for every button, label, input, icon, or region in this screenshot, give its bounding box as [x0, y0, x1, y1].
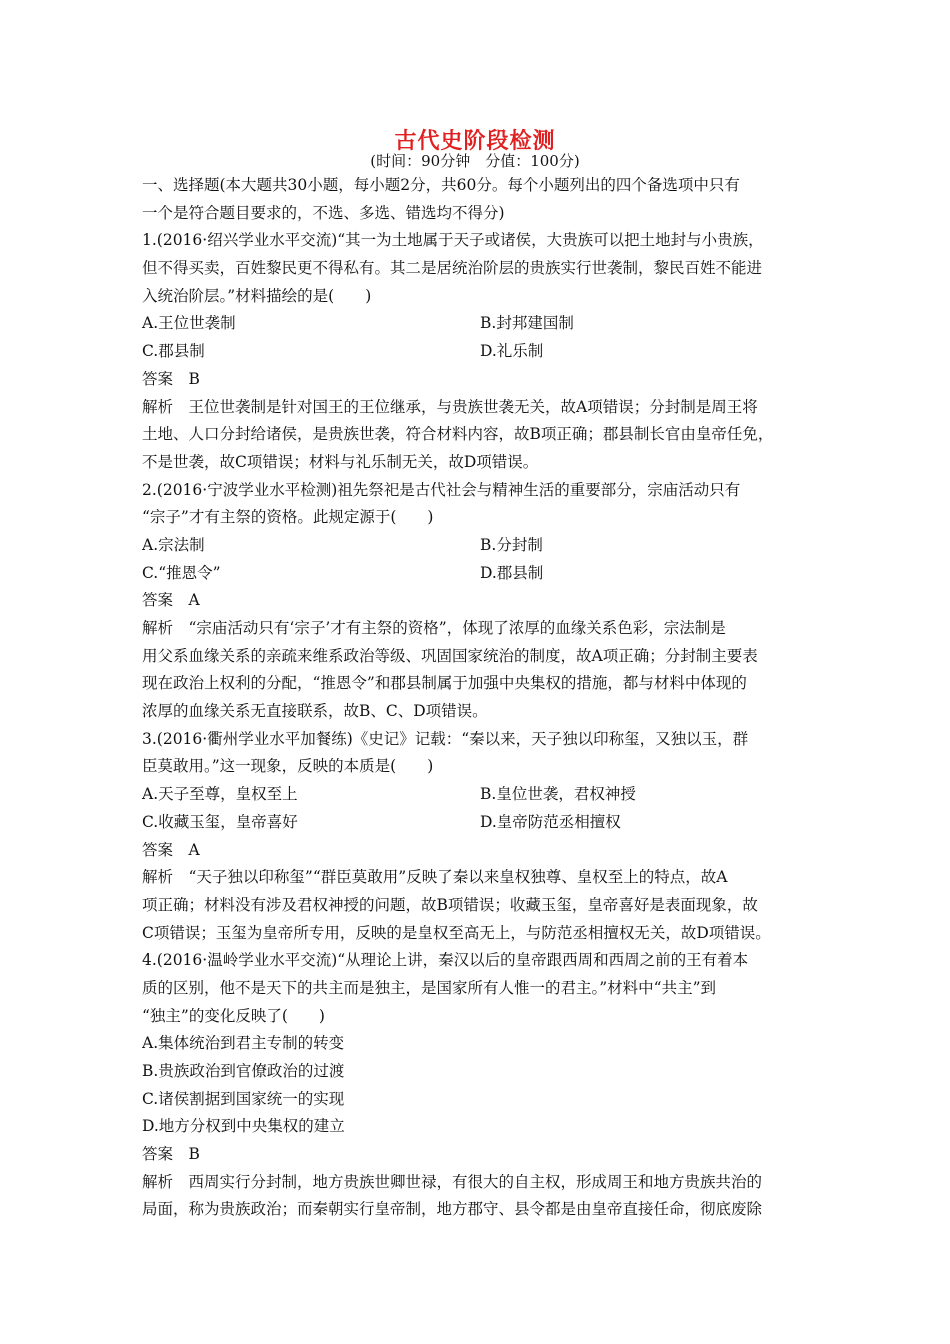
answer-option: B.皇位世袭，君权神授 — [480, 785, 636, 804]
text-line: A.集体统治到君主专制的转变 — [142, 1034, 345, 1053]
text-line: 局面，称为贵族政治；而秦朝实行皇帝制，地方郡守、县令都是由皇帝直接任命，彻底废除 — [142, 1200, 763, 1219]
answer-option: D.郡县制 — [480, 563, 544, 582]
text-line: 答案 A — [142, 591, 200, 610]
option-row — [142, 532, 822, 560]
text-line: 浓厚的血缘关系无直接联系，故B、C、D项错误。 — [142, 702, 488, 721]
text-line: 一个是符合题目要求的，不选、多选、错选均不得分) — [142, 203, 505, 222]
answer-option: D.皇帝防范丞相擅权 — [480, 812, 621, 831]
option-row — [142, 338, 822, 366]
exam-info: (时间：90分钟 分值：100分) — [370, 152, 580, 170]
text-line: 解析 “宗庙活动只有‘宗子’才有主祭的资格”，体现了浓厚的血缘关系色彩，宗法制是 — [142, 619, 726, 637]
answer-option: A.宗法制 — [142, 535, 205, 554]
text-line: 1.(2016·绍兴学业水平交流)“其一为土地属于天子或诸侯，大贵族可以把土地封与小贵族， — [142, 231, 764, 250]
text-line: B.贵族政治到官僚政治的过渡 — [142, 1062, 345, 1080]
text-line: 入统治阶层。”材料描绘的是( ) — [142, 286, 372, 305]
answer-option: D.礼乐制 — [480, 342, 544, 361]
text-line: 但不得买卖，百姓黎民更不得私有。其二是居统治阶层的贵族实行世袭制，黎民百姓不能进 — [142, 259, 763, 278]
text-line: 臣莫敢用。”这一现象，反映的本质是( ) — [142, 757, 434, 776]
text-line: 不是世袭，故C项错误；材料与礼乐制无关，故D项错误。 — [142, 452, 539, 471]
text-line: 答案 B — [142, 1145, 200, 1164]
text-line: “宗子”才有主祭的资格。此规定源于( ) — [142, 508, 434, 527]
answer-option: C.郡县制 — [142, 342, 205, 361]
option-row — [142, 560, 822, 588]
text-line: 解析 西周实行分封制，地方贵族世卿世禄，有很大的自主权，形成周王和地方贵族共治的 — [142, 1172, 763, 1191]
text-line: 解析 王位世袭制是针对国王的王位继承，与贵族世袭无关，故A项错误；分封制是周王将 — [142, 397, 758, 416]
answer-option: A.天子至尊，皇权至上 — [142, 785, 298, 804]
text-line: 项正确；材料没有涉及君权神授的问题，故B项错误；收藏玉玺，皇帝喜好是表面现象，故 — [142, 895, 758, 914]
answer-option: B.封邦建国制 — [480, 314, 574, 333]
text-line: 质的区别，他不是天下的共主而是独主，是国家所有人惟一的君主。”材料中“共主”到 — [142, 978, 717, 997]
text-line: C项错误；玉玺为皇帝所专用，反映的是皇权至高无上，与防范丞相擅权无关，故D项错误。 — [142, 923, 771, 942]
option-row — [142, 310, 822, 338]
answer-option: A.王位世袭制 — [142, 314, 236, 333]
text-line: 3.(2016·衢州学业水平加餐练)《史记》记载：“秦以来，天子独以印称玺，又独以玉，群 — [142, 729, 749, 748]
answer-option: C.收藏玉玺，皇帝喜好 — [142, 812, 298, 831]
answer-option: C.“推恩令” — [142, 563, 221, 582]
option-row — [142, 809, 822, 837]
answer-option: B.分封制 — [480, 535, 543, 554]
text-line: 答案 A — [142, 840, 200, 859]
option-row — [142, 781, 822, 809]
text-line: 用父系血缘关系的亲疏来维系政治等级、巩固国家统治的制度，故A项正确；分封制主要表 — [142, 646, 758, 665]
text-line: D.地方分权到中央集权的建立 — [142, 1117, 345, 1136]
text-line: C.诸侯割据到国家统一的实现 — [142, 1089, 345, 1108]
question-content — [142, 172, 822, 1224]
text-line: 现在政治上权利的分配，“推恩令”和郡县制属于加强中央集权的措施，都与材料中体现的 — [142, 674, 747, 693]
text-line: 土地、人口分封给诸侯，是贵族世袭，符合材料内容，故B项正确；郡县制长官由皇帝任免， — [142, 425, 774, 444]
text-line: 2.(2016·宁波学业水平检测)祖先祭祀是古代社会与精神生活的重要部分，宗庙活动只有 — [142, 480, 741, 499]
text-line: “独主”的变化反映了( ) — [142, 1006, 325, 1025]
text-line: 答案 B — [142, 369, 200, 388]
text-line: 4.(2016·温岭学业水平交流)“从理论上讲，秦汉以后的皇帝跟西周和西周之前的王有着本 — [142, 951, 749, 970]
text-line: 一、选择题(本大题共30小题，每小题2分，共60分。每个小题列出的四个备选项中只有 — [142, 176, 740, 194]
page-title: 古代史阶段检测 — [394, 128, 556, 154]
text-line: 解析 “天子独以印称玺”“群臣莫敢用”反映了秦以来皇权独尊、皇权至上的特点，故A — [142, 868, 728, 887]
